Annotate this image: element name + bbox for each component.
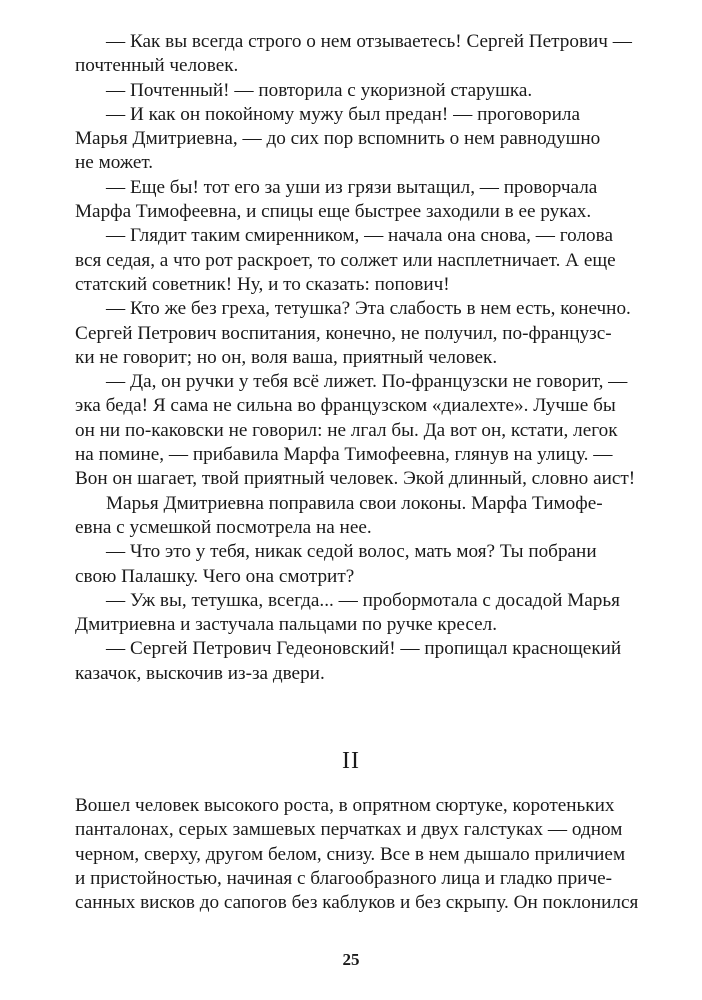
text-line: эка беда! Я сама не сильна во французском «диалехте». Лучше бы — [75, 395, 616, 417]
paragraph — [75, 370, 643, 491]
paragraph — [75, 794, 643, 915]
paragraph — [75, 540, 643, 589]
text-line: — И как он покойному мужу был предан! — проговорила — [106, 103, 580, 125]
text-line: Дмитриевна и застучала пальцами по ручке кресел. — [75, 614, 497, 636]
paragraph — [75, 103, 643, 176]
text-line: панталонах, серых замшевых перчатках и двух галстуках — одном — [75, 819, 623, 841]
paragraph — [75, 637, 643, 686]
page-number: 25 — [342, 950, 360, 969]
text-line: евна с усмешкой посмотрела на нее. — [75, 516, 372, 538]
paragraph — [75, 79, 643, 103]
paragraph — [75, 297, 643, 370]
chapter-text — [75, 794, 643, 915]
text-line: — Да, он ручки у тебя всё лижет. По-французски не говорит, — — [106, 371, 628, 393]
text-line: — Уж вы, тетушка, всегда... — пробормотала с досадой Марья — [106, 589, 620, 611]
text-line: черном, сверху, другом белом, снизу. Все в нем дышало приличием — [75, 843, 626, 865]
text-line: — Кто же без греха, тетушка? Эта слабость в нем есть, конечно. — [106, 298, 631, 320]
text-line: свою Палашку. Чего она смотрит? — [75, 565, 355, 587]
text-line: санных висков до сапогов без каблуков и без скрыпу. Он поклонился — [75, 892, 639, 914]
text-line: статский советник! Ну, и то сказать: попович! — [75, 273, 450, 295]
paragraph — [75, 589, 643, 638]
text-line: Марья Дмитриевна поправила свои локоны. Марфа Тимофе- — [106, 492, 603, 514]
text-body — [75, 30, 643, 686]
paragraph — [75, 492, 643, 541]
text-line: Вошел человек высокого роста, в опрятном сюртуке, коротеньких — [75, 795, 615, 816]
text-line: казачок, выскочив из-за двери. — [75, 662, 325, 684]
text-line: не может. — [75, 152, 154, 174]
text-line: и пристойностью, начиная с благообразного лица и гладко приче- — [75, 867, 612, 889]
paragraph — [75, 30, 643, 79]
paragraph — [75, 176, 643, 225]
text-line: — Еще бы! тот его за уши из грязи вытащил, — проворчала — [106, 176, 598, 198]
text-line: — Что это у тебя, никак седой волос, мать моя? Ты побрани — [106, 541, 597, 563]
text-line: он ни по-каковски не говорил: не лгал бы. Да вот он, кстати, легок — [75, 419, 618, 441]
text-line: Марфа Тимофеевна, и спицы еще быстрее заходили в ее руках. — [75, 201, 592, 223]
text-line: вся седая, а что рот раскроет, то солжет или насплетничает. А еще — [75, 249, 616, 271]
chapter-heading: II — [342, 748, 360, 774]
text-line: на помине, — прибавила Марфа Тимофеевна, глянув на улицу. — — [75, 444, 613, 466]
text-line: Марья Дмитриевна, — до сих пор вспомнить о нем равнодушно — [75, 128, 601, 150]
text-line: Сергей Петрович воспитания, конечно, не получил, по-французс- — [75, 322, 612, 344]
text-line: — Почтенный! — повторила с укоризной старушка. — [106, 79, 533, 101]
paragraph — [75, 224, 643, 297]
text-line: — Глядит таким смиренником, — начала она снова, — голова — [106, 225, 613, 247]
text-line: — Сергей Петрович Гедеоновский! — пропищал краснощекий — [106, 638, 622, 660]
text-line: — Как вы всегда строго о нем отзываетесь! Сергей Петрович — — [106, 31, 632, 52]
text-line: Вон он шагает, твой приятный человек. Экой длинный, словно аист! — [75, 468, 636, 490]
text-line: почтенный человек. — [75, 55, 239, 77]
text-line: ки не говорит; но он, воля ваша, приятный человек. — [75, 346, 498, 368]
